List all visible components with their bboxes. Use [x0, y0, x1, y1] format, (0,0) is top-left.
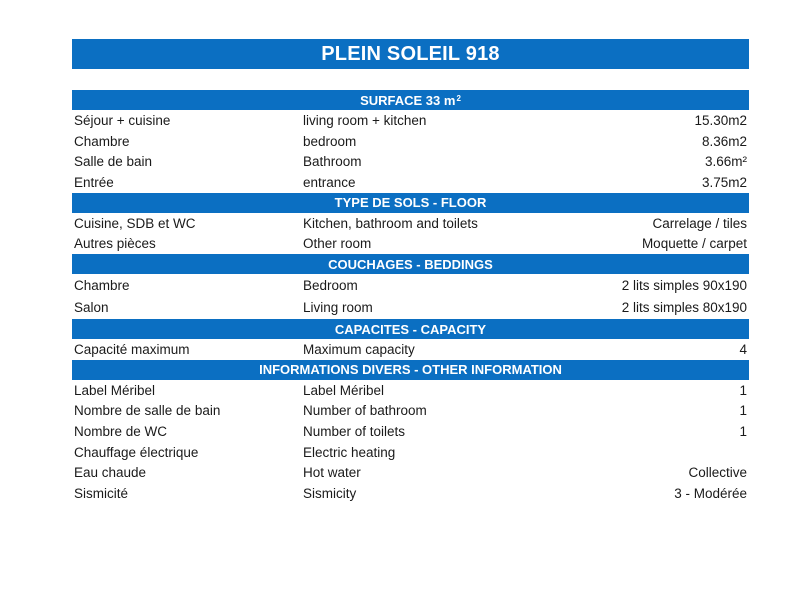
row-value: 1 [739, 424, 747, 440]
row-value: 3 - Modérée [674, 486, 747, 502]
row-label-en: Number of bathroom [303, 403, 427, 419]
row-label-en: Other room [303, 236, 372, 252]
table-row [72, 110, 749, 131]
row-label-fr: Séjour + cuisine [74, 112, 171, 128]
row-label-fr: Entrée [74, 174, 114, 190]
table-row [72, 131, 749, 152]
row-value: 2 lits simples 90x190 [621, 277, 747, 293]
table-row [72, 483, 749, 504]
row-label-fr: Capacité maximum [74, 341, 190, 357]
section-header-beddings: COUCHAGES - BEDDINGS [72, 254, 749, 274]
row-label-fr: Chauffage électrique [74, 444, 199, 460]
row-label-fr: Chambre [74, 277, 130, 293]
row-value: 8.36m2 [701, 133, 747, 149]
row-value: Moquette / carpet [641, 236, 747, 252]
row-value: 3.75m2 [701, 174, 747, 190]
row-label-fr: Nombre de salle de bain [74, 403, 221, 419]
row-label-en: bedroom [303, 133, 357, 149]
table-row [72, 172, 749, 193]
section-header-other: INFORMATIONS DIVERS - OTHER INFORMATION [72, 360, 749, 380]
row-label-en: Electric heating [303, 444, 396, 460]
row-label-en: Living room [303, 300, 373, 316]
info-sheet [72, 39, 749, 504]
row-label-fr: Eau chaude [74, 465, 147, 481]
row-label-fr: Cuisine, SDB et WC [74, 215, 196, 231]
table-row [72, 442, 749, 463]
table-row [72, 274, 749, 297]
row-label-fr: Sismicité [74, 486, 129, 502]
section-header-floor: TYPE DE SOLS - FLOOR [72, 193, 749, 213]
row-label-fr: Nombre de WC [74, 424, 168, 440]
row-label-fr: Salon [74, 300, 109, 316]
section-header-surface-label: SURFACE 33 m [360, 92, 456, 108]
row-label-en: Sismicity [303, 486, 357, 502]
table-row [72, 421, 749, 442]
row-label-en: Label Méribel [303, 382, 385, 398]
row-label-en: Maximum capacity [303, 341, 415, 357]
table-row [72, 213, 749, 234]
row-value: 2 lits simples 80x190 [621, 300, 747, 316]
row-label-fr: Autres pièces [74, 236, 156, 252]
row-value: 3.66m² [704, 154, 747, 170]
row-label-fr: Label Méribel [74, 382, 156, 398]
row-label-fr: Salle de bain [74, 154, 153, 170]
row-value: 4 [739, 341, 747, 357]
table-row [72, 297, 749, 320]
row-label-en: Bedroom [303, 277, 358, 293]
table-row [72, 151, 749, 172]
row-label-en: Kitchen, bathroom and toilets [303, 215, 478, 231]
row-value: 1 [739, 403, 747, 419]
row-label-en: entrance [303, 174, 356, 190]
spacer [72, 69, 749, 90]
row-label-en: Bathroom [303, 154, 362, 170]
table-row [72, 380, 749, 401]
section-header-capacity: CAPACITES - CAPACITY [72, 319, 749, 339]
row-label-fr: Chambre [74, 133, 130, 149]
table-row [72, 401, 749, 422]
section-header-surface-sup: 2 [456, 93, 461, 103]
row-label-en: living room + kitchen [303, 112, 427, 128]
row-value: Carrelage / tiles [652, 215, 747, 231]
table-row [72, 339, 749, 360]
section-header-surface [72, 90, 749, 110]
page-title: PLEIN SOLEIL 918 [72, 39, 749, 69]
table-row [72, 233, 749, 254]
row-value: 1 [739, 382, 747, 398]
row-value: 15.30m2 [694, 112, 747, 128]
row-label-en: Hot water [303, 465, 361, 481]
row-value: Collective [688, 465, 747, 481]
table-row [72, 463, 749, 484]
row-label-en: Number of toilets [303, 424, 406, 440]
